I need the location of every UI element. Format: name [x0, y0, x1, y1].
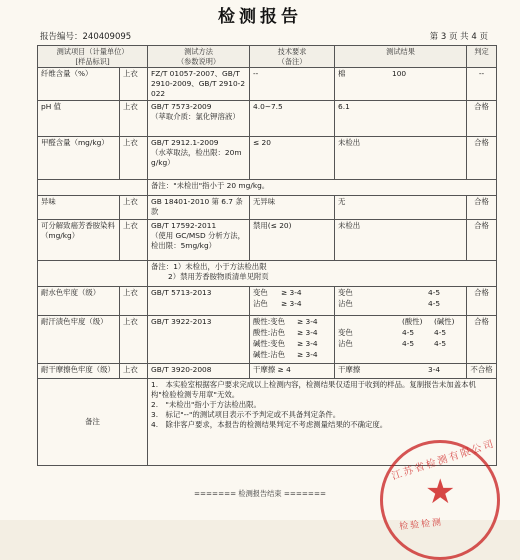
report-number-label: 报告编号：	[40, 32, 83, 42]
table-header-row	[38, 46, 497, 68]
requirement-cell: 干摩擦 ≥ 4	[250, 364, 335, 379]
item-cell: pH 值	[38, 101, 120, 137]
sample-cell: 上衣	[120, 101, 148, 137]
table-row	[38, 68, 497, 101]
requirement-cell: 4.0~7.5	[250, 101, 335, 137]
note-cell: 备注：1）未检出，小于方法检出限 2）禁用芳香胺物质清单见附页	[148, 261, 497, 287]
seal-ring-text: 江苏省检测有限公司	[390, 438, 497, 483]
sample-cell: 上衣	[120, 364, 148, 379]
report-number	[40, 30, 131, 42]
result-cell: 未检出	[335, 137, 467, 180]
method-cell: FZ/T 01057-2007、GB/T 2910-2009、GB/T 2910-2022	[148, 68, 250, 101]
table-row	[38, 196, 497, 220]
table-row	[38, 101, 497, 137]
item-cell: 耐干摩擦色牢度（级）	[38, 364, 120, 379]
sample-cell: 上衣	[120, 137, 148, 180]
seal-text: 检验检测	[398, 517, 444, 533]
method-cell: GB 18401-2010 第 6.7 条款	[148, 196, 250, 220]
sample-cell: 上衣	[120, 316, 148, 364]
table-row	[38, 261, 497, 287]
page-title: 检测报告	[218, 7, 302, 27]
verdict-cell: --	[467, 68, 497, 101]
table-row	[38, 287, 497, 316]
header-requirement: 技术要求 （备注）	[250, 46, 335, 68]
verdict-cell: 合格	[467, 137, 497, 180]
result-cell: 未检出	[335, 220, 467, 261]
item-cell: 纤维含量（%）	[38, 68, 120, 101]
result-cell: 变色 4-5 沾色 4-5	[335, 287, 467, 316]
table-row	[38, 180, 497, 196]
result-cell: (酸性) (碱性) 变色 4-5 4-5 沾色 4-5 4-5	[335, 316, 467, 364]
verdict-cell: 不合格	[467, 364, 497, 379]
item-cell: 耐水色牢度（级）	[38, 287, 120, 316]
remark-label: 备注	[38, 379, 148, 466]
table-row	[38, 364, 497, 379]
method-cell: GB/T 3920-2008	[148, 364, 250, 379]
page-info: 第 3 页 共 4 页	[429, 32, 488, 42]
requirement-cell: --	[250, 68, 335, 101]
result-cell: 干摩擦 3-4	[335, 364, 467, 379]
table-row	[38, 137, 497, 180]
header-method: 测试方法 （参数说明）	[148, 46, 250, 68]
blank-cell	[38, 180, 148, 196]
requirement-cell: ≤ 20	[250, 137, 335, 180]
item-cell: 甲醛含量（mg/kg）	[38, 137, 120, 180]
sample-cell: 上衣	[120, 287, 148, 316]
verdict-cell: 合格	[467, 287, 497, 316]
star-icon: ★	[425, 472, 456, 512]
method-cell: GB/T 3922-2013	[148, 316, 250, 364]
report-end-line: ======= 检测报告结束 =======	[193, 489, 326, 498]
item-cell: 耐汗渍色牢度（级）	[38, 316, 120, 364]
header-result: 测试结果	[335, 46, 467, 68]
method-cell: GB/T 5713-2013	[148, 287, 250, 316]
result-cell: 6.1	[335, 101, 467, 137]
sample-cell: 上衣	[120, 196, 148, 220]
verdict-cell: 合格	[467, 220, 497, 261]
header-item: 测试项目（计量单位） [样品标识]	[38, 46, 148, 68]
table-row	[38, 316, 497, 364]
note-cell: 备注："未检出"指小于 20 mg/kg。	[148, 180, 497, 196]
item-cell: 可分解致癌芳香胺染料（mg/kg）	[38, 220, 120, 261]
header-verdict: 判定	[467, 46, 497, 68]
result-cell: 棉 100	[335, 68, 467, 101]
requirement-cell: 酸性:变色 ≥ 3-4 酸性:沾色 ≥ 3-4 碱性:变色 ≥ 3-4 碱性:沾色 ≥ 3-4	[250, 316, 335, 364]
requirement-cell: 变色 ≥ 3-4 沾色 ≥ 3-4	[250, 287, 335, 316]
blank-cell	[38, 261, 148, 287]
requirement-cell: 无异味	[250, 196, 335, 220]
sample-cell: 上衣	[120, 220, 148, 261]
result-cell: 无	[335, 196, 467, 220]
remark-cell: 1. 本实验室根据客户要求完成以上检测内容，检测结果仅适用于收到的样品。复制报告未加盖本机构"检验检测专用章"无效。 2. "未检出"指小于方法检出限。 3. 标记"--"的测试项目表示不予判定或不具备判定条件。 4. 除非客户要求，本报告的检测结果判定不考虑测量结果的不确定度。	[148, 379, 497, 466]
table-row	[38, 220, 497, 261]
verdict-cell: 合格	[467, 316, 497, 364]
method-cell: GB/T 7573-2009 （萃取介质：氯化钾溶液）	[148, 101, 250, 137]
results-table	[37, 45, 497, 466]
method-cell: GB/T 17592-2011 （使用 GC/MSD 分析方法，检出限：5mg/kg）	[148, 220, 250, 261]
requirement-cell: 禁用(≤ 20)	[250, 220, 335, 261]
sample-cell: 上衣	[120, 68, 148, 101]
official-seal	[380, 440, 500, 560]
item-cell: 异味	[38, 196, 120, 220]
verdict-cell: 合格	[467, 196, 497, 220]
report-number-value: 240409095	[82, 32, 132, 42]
verdict-cell: 合格	[467, 101, 497, 137]
method-cell: GB/T 2912.1-2009 （水萃取法，检出限：20mg/kg）	[148, 137, 250, 180]
